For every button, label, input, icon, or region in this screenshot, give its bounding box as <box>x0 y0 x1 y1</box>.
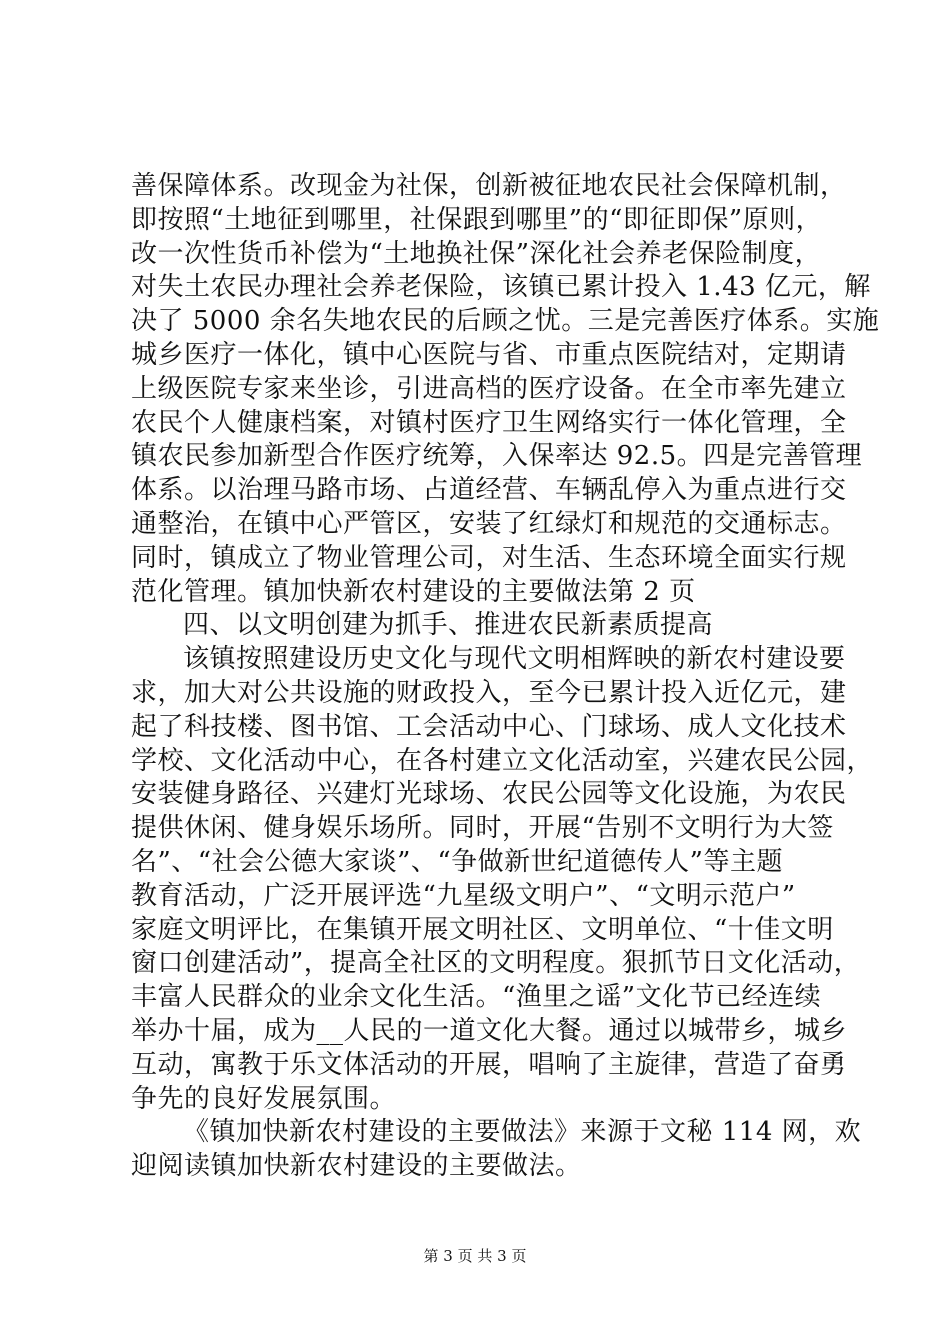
body-line: 丰富人民群众的业余文化生活。“渔里之谣”文化节已经连续 <box>131 982 822 1013</box>
body-line: 范化管理。镇加快新农村建设的主要做法第 2 页 <box>131 576 696 607</box>
body-line: 上级医院专家来坐诊，引进高档的医疗设备。在全市率先建立 <box>131 373 847 404</box>
body-line: 学校、文化活动中心，在各村建立文化活动室，兴建农民公园， <box>131 745 874 776</box>
body-line: 决了 5000 余名失地农民的后顾之忧。三是完善医疗体系。实施 <box>131 306 880 337</box>
source-note-line: 迎阅读镇加快新农村建设的主要做法。 <box>131 1151 582 1182</box>
body-line: 窗口创建活动”，提高全社区的文明程度。狠抓节日文化活动， <box>131 948 861 979</box>
body-line: 教育活动，广泛开展评选“九星级文明户”、“文明示范户” <box>131 880 796 911</box>
page-footer <box>0 1246 950 1266</box>
body-line: 安装健身路径、兴建灯光球场、农民公园等文化设施，为农民 <box>131 779 847 810</box>
body-line: 争先的良好发展氛围。 <box>131 1083 397 1114</box>
body-line: 提供休闲、健身娱乐场所。同时，开展“告别不文明行为大签 <box>131 813 834 844</box>
body-line: 镇农民参加新型合作医疗统筹，入保率达 92.5。四是完善管理 <box>131 441 863 472</box>
body-line: 城乡医疗一体化，镇中心医院与省、市重点医院结对，定期请 <box>131 339 847 370</box>
body-line: 互动，寓教于乐文体活动的开展，唱响了主旋律，营造了奋勇 <box>131 1049 847 1080</box>
body-line: 名”、“社会公德大家谈”、“争做新世纪道德传人”等主题 <box>131 846 783 877</box>
document-body <box>131 170 880 1184</box>
body-line: 对失土农民办理社会养老保险，该镇已累计投入 1.43 亿元，解 <box>131 272 871 303</box>
body-line: 农民个人健康档案，对镇村医疗卫生网络实行一体化管理，全 <box>131 407 847 438</box>
body-line: 举办十届，成为__人民的一道文化大餐。通过以城带乡，城乡 <box>131 1015 848 1046</box>
body-line: 求，加大对公共设施的财政投入，至今已累计投入近亿元，建 <box>131 677 847 708</box>
body-line: 家庭文明评比，在集镇开展文明社区、文明单位、“十佳文明 <box>131 914 834 945</box>
paragraph-first-line: 该镇按照建设历史文化与现代文明相辉映的新农村建设要 <box>183 644 846 675</box>
body-line: 善保障体系。改现金为社保，创新被征地农民社会保障机制， <box>131 171 847 201</box>
body-line: 体系。以治理马路市场、占道经营、车辆乱停入为重点进行交 <box>131 475 847 506</box>
body-line: 起了科技楼、图书馆、工会活动中心、门球场、成人文化技术 <box>131 711 847 742</box>
body-line: 通整治，在镇中心严管区，安装了红绿灯和规范的交通标志。 <box>131 508 847 539</box>
body-line: 改一次性货币补偿为“土地换社保”深化社会养老保险制度， <box>131 238 822 269</box>
source-note-first-line: 《镇加快新农村建设的主要做法》来源于文秘 114 网，欢 <box>183 1117 862 1148</box>
body-line: 即按照“土地征到哪里，社保跟到哪里”的“即征即保”原则， <box>131 204 823 235</box>
page-number-label: 第 3 页 共 3 页 <box>423 1247 527 1265</box>
body-line: 同时，镇成立了物业管理公司，对生活、生态环境全面实行规 <box>131 542 847 573</box>
section-heading: 四、以文明创建为抓手、推进农民新素质提高 <box>183 610 714 641</box>
